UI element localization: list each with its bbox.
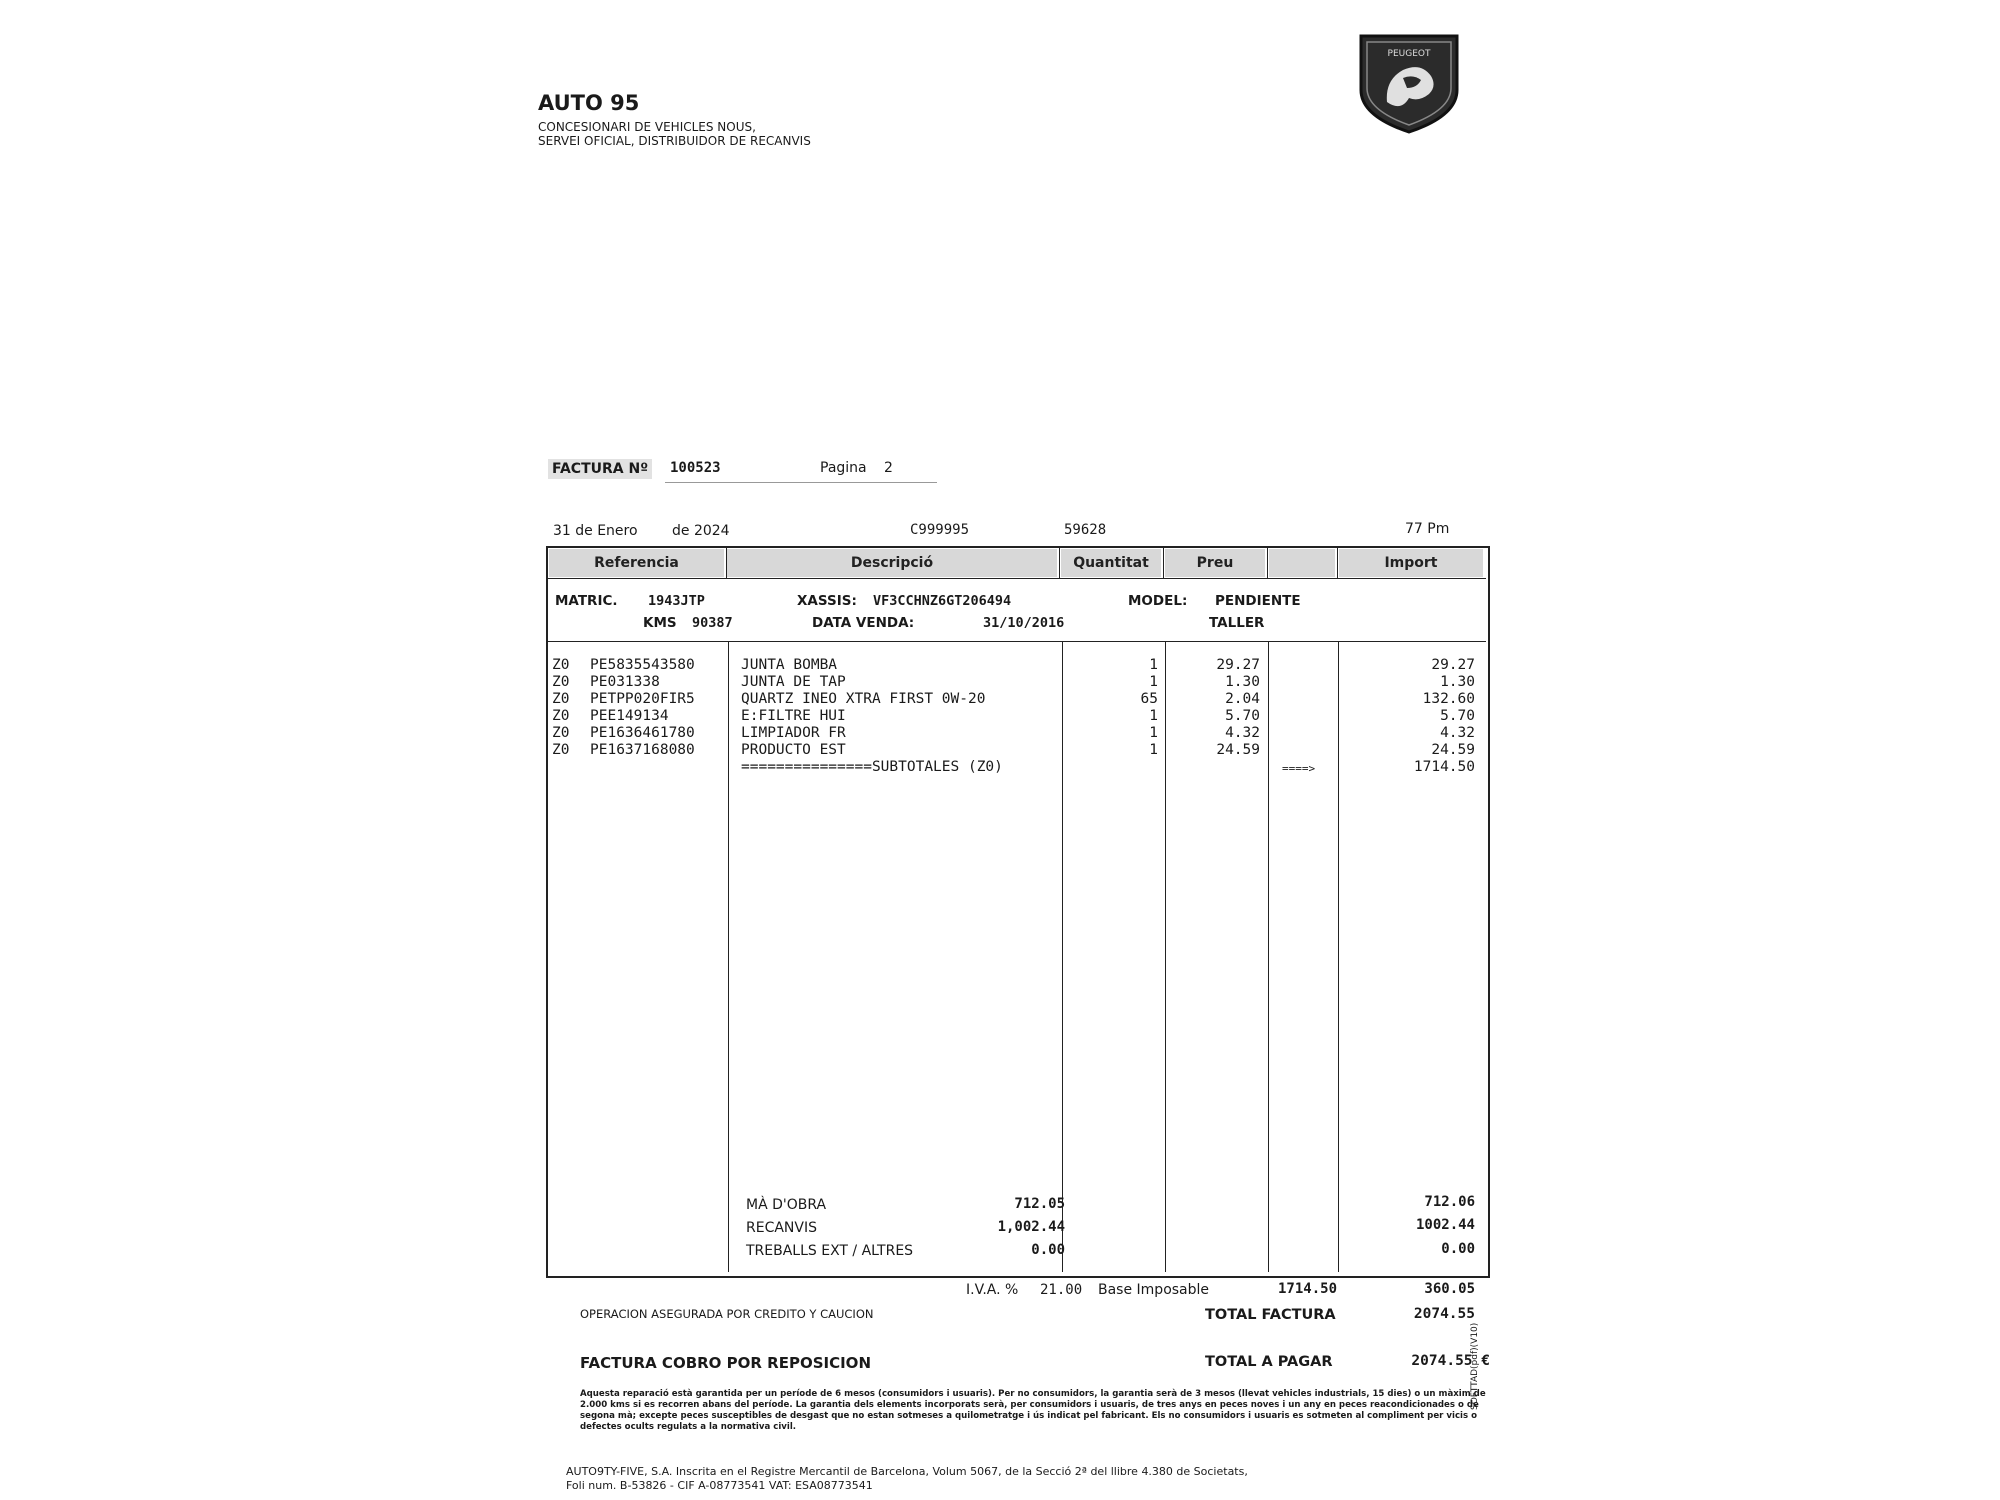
col-line (728, 641, 729, 1272)
header-blank (1269, 549, 1335, 577)
company-line1: CONCESIONARI DE VEHICLES NOUS, (538, 120, 756, 134)
data-venda-label: DATA VENDA: (812, 615, 915, 631)
line-z: Z0 (552, 674, 570, 690)
xassis-label: XASSIS: (797, 593, 857, 609)
company-name: AUTO 95 (538, 91, 640, 115)
line-qty: 1 (1149, 725, 1158, 741)
client-code: C999995 (910, 522, 970, 538)
line-ref: PE1637168080 (590, 742, 695, 758)
peugeot-logo (1357, 32, 1461, 134)
line-import: 1.30 (1440, 674, 1475, 690)
iva-label: I.V.A. % (966, 1282, 1019, 1298)
model-label: MODEL: (1128, 593, 1188, 609)
total-pagar-label: TOTAL A PAGAR (1205, 1354, 1333, 1370)
line-z: Z0 (552, 725, 570, 741)
line-import: 132.60 (1422, 691, 1475, 707)
header-bottom-line (548, 578, 1486, 579)
header-import: Import (1339, 549, 1483, 577)
invoice-date-year: de 2024 (672, 523, 730, 539)
line-z: Z0 (552, 742, 570, 758)
line-import: 5.70 (1440, 708, 1475, 724)
line-desc: E:FILTRE HUI (741, 708, 846, 724)
footer-line2: Foli num. B-53826 - CIF A-08773541 VAT: ESA08773541 (566, 1479, 873, 1492)
total-factura-value: 2074.55 (1413, 1306, 1475, 1322)
line-qty: 1 (1149, 742, 1158, 758)
company-line2: SERVEI OFICIAL, DISTRIBUIDOR DE RECANVIS (538, 134, 811, 148)
line-qty: 1 (1149, 657, 1158, 673)
subtotal-label: ===============SUBTOTALES (Z0) (741, 759, 1003, 775)
treballs-import: 0.00 (1441, 1241, 1475, 1257)
legal-text: Aquesta reparació està garantida per un període de 6 mesos (consumidors i usuaris). Per no consumidors, la garantia serà de 3 mesos (llevat vehicles industrials, 15 dies) o un màxim de 2.000 kms si es recorren abans del període. La garantia dels elements incorporats serà, per consumidors i usuaris, de tres anys en peces noves i un any en peces reacondicionades o de segona mà; excepte peces susceptibles de desgast que no estan sotmeses a quilometratge i ús indicat pel fabricant. Els no consumidors i usuaris es sotmeten al compliment per vicis o defectes ocults regulats a la normativa civil. (580, 1389, 1486, 1432)
ma-obra-label: MÀ D'OBRA (746, 1197, 827, 1213)
header-quantitat: Quantitat (1061, 549, 1161, 577)
code-2: 59628 (1064, 522, 1107, 538)
line-ref: PETPP020FIR5 (590, 691, 695, 707)
col-line (1062, 641, 1063, 1272)
line-desc: LIMPIADOR FR (741, 725, 846, 741)
line-z: Z0 (552, 708, 570, 724)
invoice-number: 100523 (670, 460, 721, 476)
xassis-value: VF3CCHNZ6GT206494 (873, 593, 1012, 609)
iva-pct: 21.00 (1040, 1282, 1083, 1298)
total-pagar-value: 2074.55 € (1411, 1353, 1490, 1369)
col-line (726, 548, 727, 578)
col-line (1267, 548, 1268, 578)
vehicle-bottom-line (548, 641, 1486, 642)
subtotal-arrow: ====> (1282, 762, 1316, 775)
page-label: Pagina (820, 460, 867, 476)
line-desc: JUNTA DE TAP (741, 674, 846, 690)
line-import: 29.27 (1431, 657, 1475, 673)
matric-value: 1943JTP (648, 593, 705, 609)
iva-amount: 360.05 (1424, 1281, 1475, 1297)
code-3: 77 Pm (1405, 521, 1450, 537)
line-desc: JUNTA BOMBA (741, 657, 838, 673)
col-line (1268, 641, 1269, 1272)
recanvis-label: RECANVIS (746, 1220, 817, 1236)
cobro-text: FACTURA COBRO POR REPOSICION (580, 1354, 871, 1372)
kms-value: 90387 (692, 615, 733, 631)
logo-text: PEUGEOT (1387, 49, 1431, 59)
line-ref: PE031338 (590, 674, 660, 690)
header-preu: Preu (1165, 549, 1265, 577)
header-descripcio: Descripció (727, 549, 1057, 577)
side-code: SOFTTAD(pdf)(V10) (1470, 1322, 1480, 1410)
line-price: 4.32 (1225, 725, 1260, 741)
recanvis-import: 1002.44 (1415, 1217, 1475, 1233)
col-line (1059, 548, 1060, 578)
ma-obra-import: 712.06 (1424, 1194, 1475, 1210)
line-price: 29.27 (1216, 657, 1260, 673)
line-ref: PEE149134 (590, 708, 669, 724)
model-value: PENDIENTE (1215, 593, 1301, 609)
total-factura-label: TOTAL FACTURA (1205, 1307, 1336, 1323)
line-price: 5.70 (1225, 708, 1260, 724)
line-desc: QUARTZ INEO XTRA FIRST 0W-20 (741, 691, 986, 707)
footer-line1: AUTO9TY-FIVE, S.A. Inscrita en el Registre Mercantil de Barcelona, Volum 5067, de la Secció 2ª del llibre 4.380 de Societats, (566, 1465, 1248, 1478)
col-line (1337, 548, 1338, 578)
line-z: Z0 (552, 657, 570, 673)
col-line (1165, 641, 1166, 1272)
number-underline (665, 482, 937, 483)
line-import: 4.32 (1440, 725, 1475, 741)
line-qty: 1 (1149, 674, 1158, 690)
col-line (1338, 641, 1339, 1272)
page-number: 2 (884, 460, 893, 476)
line-z: Z0 (552, 691, 570, 707)
line-desc: PRODUCTO EST (741, 742, 846, 758)
taller-value: TALLER (1209, 615, 1265, 631)
base-value: 1714.50 (1278, 1281, 1338, 1297)
line-ref: PE1636461780 (590, 725, 695, 741)
invoice-date: 31 de Enero (553, 523, 638, 539)
line-price: 2.04 (1225, 691, 1260, 707)
header-referencia: Referencia (549, 549, 724, 577)
invoice-number-label: FACTURA Nº (548, 459, 652, 479)
line-price: 1.30 (1225, 674, 1260, 690)
line-price: 24.59 (1216, 742, 1260, 758)
operacion-text: OPERACION ASEGURADA POR CREDITO Y CAUCION (580, 1307, 874, 1321)
line-qty: 1 (1149, 708, 1158, 724)
line-qty: 65 (1140, 691, 1158, 707)
col-line (1163, 548, 1164, 578)
recanvis-value: 1,002.44 (997, 1219, 1065, 1235)
subtotal-value: 1714.50 (1413, 759, 1475, 775)
matric-label: MATRIC. (555, 593, 618, 609)
base-label: Base Imposable (1098, 1282, 1210, 1298)
invoice-table-frame (546, 546, 1490, 1278)
treballs-value: 0.00 (1031, 1242, 1065, 1258)
kms-label: KMS (643, 615, 677, 631)
ma-obra-value: 712.05 (1014, 1196, 1065, 1212)
line-import: 24.59 (1431, 742, 1475, 758)
line-ref: PE5835543580 (590, 657, 695, 673)
treballs-label: TREBALLS EXT / ALTRES (746, 1243, 914, 1259)
data-venda-value: 31/10/2016 (983, 615, 1065, 631)
